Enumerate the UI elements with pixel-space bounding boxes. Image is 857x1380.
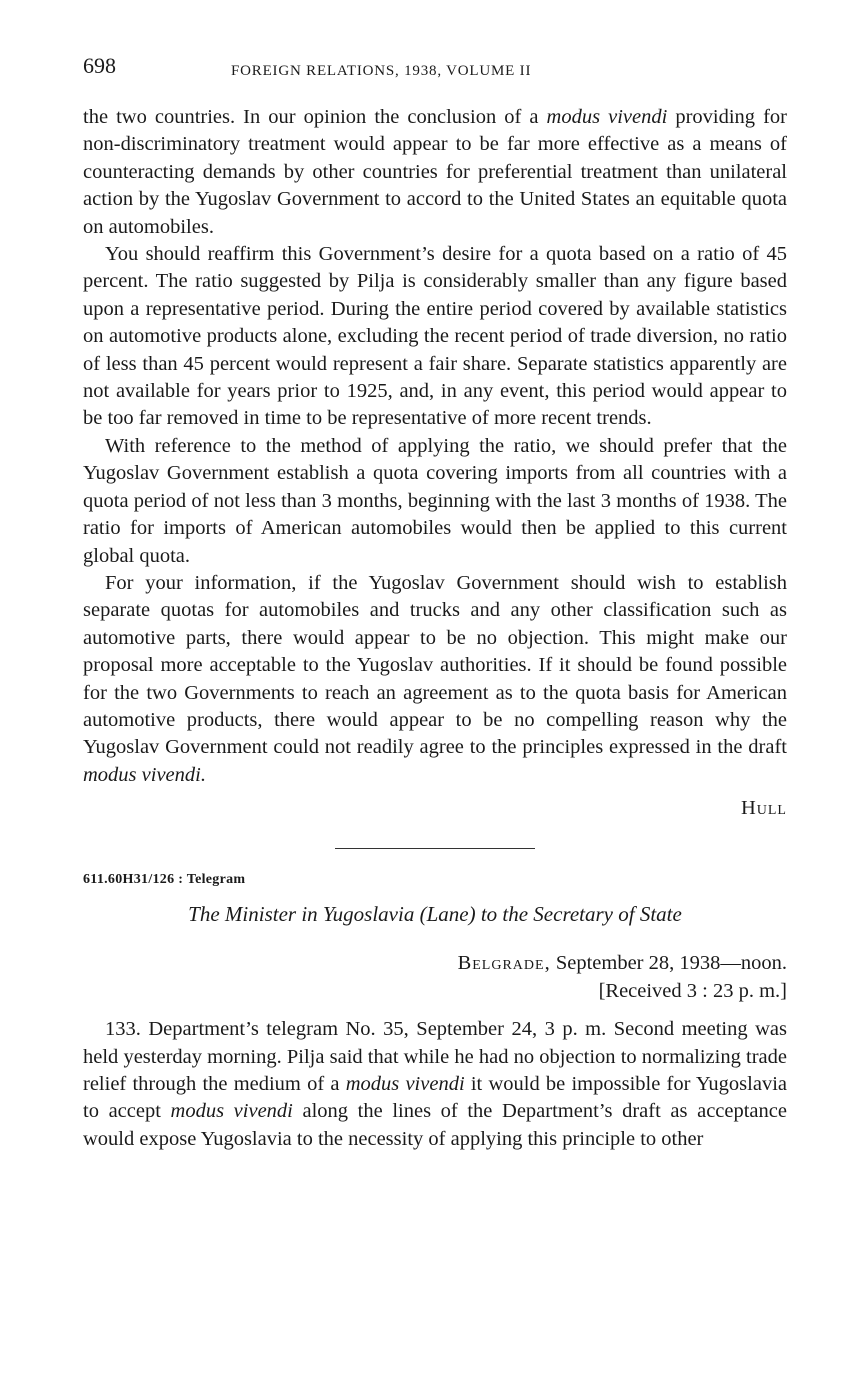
paragraph <box>83 104 787 241</box>
section-divider <box>335 848 535 849</box>
paragraph <box>83 570 787 789</box>
text-run: For your information, if the Yugoslav Government should wish to establish separate quotas for automobiles and trucks and any other classification such as automotive parts, there would appear to be no objection. This might make our proposal more acceptable to the Yugoslav authorities. If it should be found possible for the two Governments to reach an agreement as to the quota basis for American automotive products, there would appear to be no compelling reason why the Yugoslav Government could not readily agree to the principles expressed in the draft <box>83 571 787 759</box>
italic-term: modus vivendi <box>170 1100 293 1123</box>
document-title: The Minister in Yugoslavia (Lane) to the Secretary of State <box>188 901 682 926</box>
italic-term: modus vivendi <box>546 106 668 128</box>
text-run: the two countries. In our opinion the conclusion of a <box>83 106 547 128</box>
dateline <box>83 950 787 977</box>
signature: Hull <box>740 797 787 820</box>
page-number: 698 <box>83 53 116 78</box>
text-run: providing for non-discriminatory treatment would appear to be far more effective as a means of counteracting demands by other countries for preferential treatment than unilateral action by the Yugoslav Government to accord to the United States an equitable quota on automobiles. <box>83 106 787 238</box>
italic-term: modus vivendi. <box>83 763 206 786</box>
dateline-place: Belgrade, <box>457 952 551 975</box>
paragraph: With reference to the method of applying the ratio, we should prefer that the Yugoslav Government establish a quota covering imports from all countries with a quota period of not less than 3 months, beginning with the last 3 months of 1938. The ratio for imports of American automobiles would then be applied to this current global quota. <box>83 434 787 567</box>
italic-term: modus vivendi <box>345 1073 465 1095</box>
telegram-body <box>83 1016 787 1153</box>
text-run: 133. Department’s telegram No. 35, September 24, 3 p. m. Second meeting was held yesterday morning. Pilja said that while he had no objection to normalizing trade relief through the medium of a <box>83 1018 787 1095</box>
running-head: FOREIGN RELATIONS, 1938, VOLUME II <box>231 63 532 79</box>
dateline-date: September 28, 1938—noon. <box>550 952 787 975</box>
document-page <box>83 52 787 1153</box>
page-header <box>83 52 787 82</box>
file-number: 611.60H31/126 : Telegram <box>83 871 246 887</box>
text-run: along the lines of the Department’s draft as acceptance would expose Yugoslavia to the necessity of applying this principle to other <box>83 1100 787 1150</box>
text-run: it would be impossible for Yugoslavia to accept <box>83 1073 787 1123</box>
paragraph: You should reaffirm this Government’s desire for a quota based on a ratio of 45 percent. The ratio suggested by Pilja is considerably smaller than any figure based upon a representative period. During the entire period covered by available statistics on automotive products alone, excluding the recent period of trade diversion, no ratio of less than 45 percent would represent a fair share. Separate statistics apparently are not available for years prior to 1925, and, in any event, this period would appear to be too far removed in time to be representative of more recent trends. <box>83 243 787 430</box>
received-time: [Received 3 : 23 p. m.] <box>598 979 787 1002</box>
